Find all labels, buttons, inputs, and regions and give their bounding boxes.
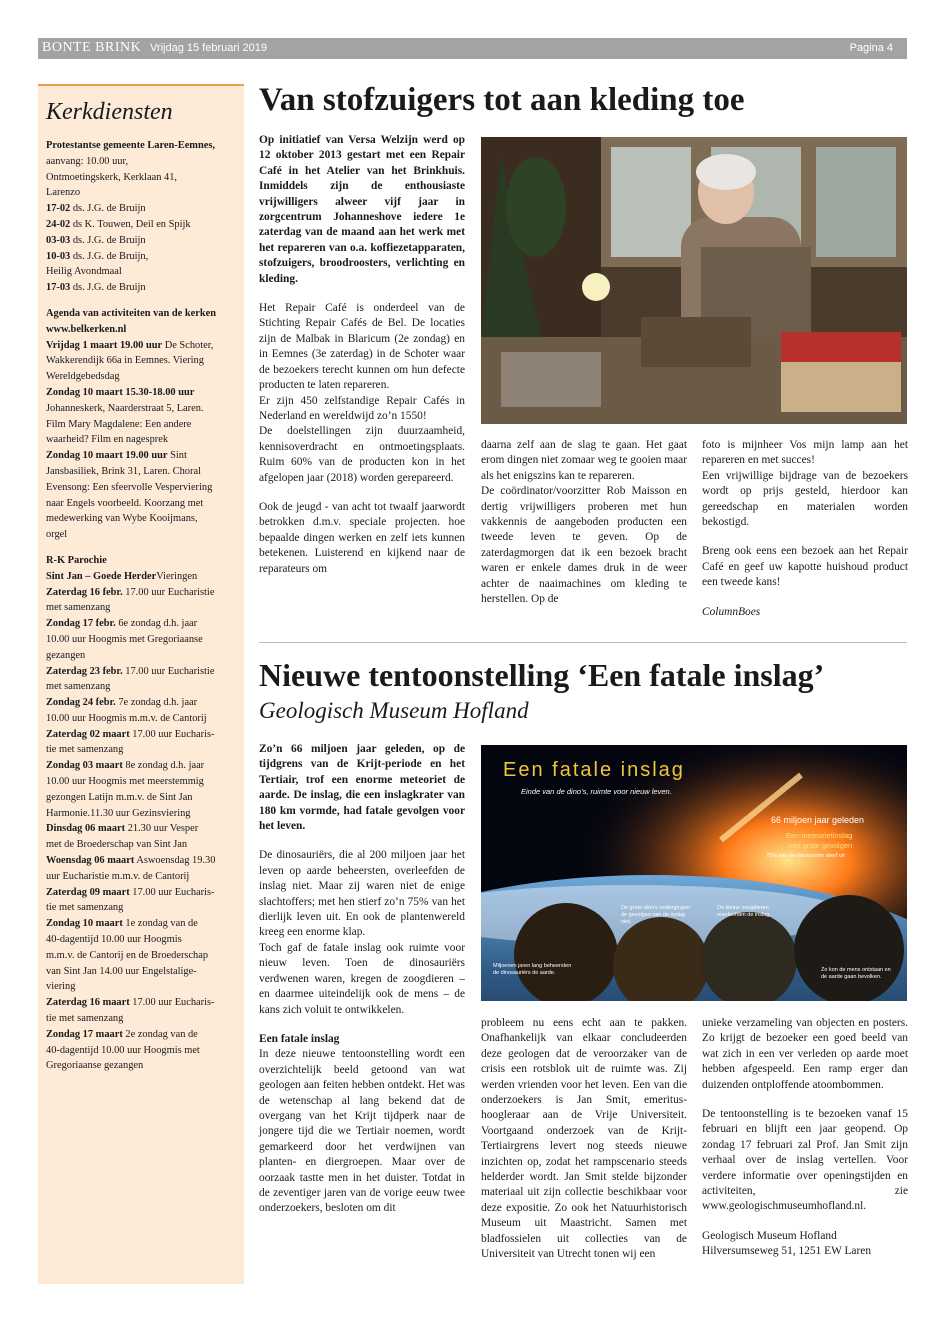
sidebar-line [46,758,236,774]
sidebar-line [46,964,236,980]
sidebar-line [46,353,236,369]
sidebar-line [46,1058,236,1074]
sidebar-line-text: Heilig Avondmaal [46,266,122,278]
sidebar-line [46,600,236,616]
poster-caption-4: Zo kon de mens ontstaan en de aarde gaan bevolken. [821,967,891,980]
sidebar-agenda-block [46,306,236,543]
sidebar-line [46,664,236,680]
article2-lead: Zo’n 66 miljoen jaar geleden, op de tijdgrens van de Krijt-periode en het Tertiair, trof een enorme meteoriet de aarde. De inslag, die een inslagkrater van 180 km vormde, had fatale gevolgen voor het leven. [259,743,465,833]
article2-col2 [481,1016,687,1263]
sidebar-line [46,932,236,948]
sidebar-line [46,432,236,448]
sidebar-line-bold: Zondag 24 febr. [46,697,116,709]
sidebar-line [46,632,236,648]
sidebar-line-text: 2e zondag van de [122,1028,198,1040]
poster-caption-2: De grote dino’s ondergingen de gevolgen van de inslag niet. [621,905,691,925]
article1-lead: Op initiatief van Versa Welzijn werd op 12 oktober 2013 gestart met een Repair Café in het Atelier van het Brinkhuis. Inmiddels zijn de enthousiaste vrijwilligers alweer vijf jaar in zorgcentrum Johanneshove iedere 1e zaterdag van de maand aan het werk met het repareren van o.a. koffiezetapparaten, stofzuigers, broodroosters, verlichting en kleding. [259,134,465,285]
sidebar-line [46,217,236,233]
sidebar-protestant-block [46,138,236,296]
sidebar-line [46,727,236,743]
sidebar-line-text: Harmonie.11.30 uur Gezinsviering [46,807,191,819]
sidebar-line-text: m.m.v. de Cantorij en de Broederschap [46,949,209,961]
sidebar-line-text: Vieringen [156,570,198,582]
sidebar-line-text: 17.00 uur Eucharis- [129,886,215,898]
poster-caption-1: Miljoenen jaren lang beheersten de dinosauriërs de aarde. [493,963,572,976]
sidebar-line-bold: Zondag 03 maart [46,760,123,772]
sidebar-line [46,885,236,901]
article1-col1 [259,133,465,577]
sidebar-line-text: Wereldgebedsdag [46,371,120,383]
sidebar-line [46,249,236,265]
sidebar-line-text: uur Eucharistie m.m.v. de Cantorij [46,870,190,882]
sidebar-line [46,464,236,480]
sidebar-line-bold: Sint Jan – Goede Herder [46,570,157,582]
article2-col3 [702,1016,908,1260]
sidebar-line-text: 7e zondag d.h. jaar [115,697,198,709]
sidebar-line [46,821,236,837]
sidebar-line-text: Wakkerendijk 66a in Eemnes. Viering [46,355,204,367]
repair-cafe-photo [481,137,907,424]
article1-col3 [702,438,908,620]
sidebar-line [46,496,236,512]
sidebar-line-bold: 24-02 [46,218,71,230]
article2-c3b: De tentoonstelling is te bezoeken vanaf 15 februari en blijft een jaar geopend. Op zondag 17 februari zal Prof. Jan Smit zijn verhaal over de inslag vertellen. Voor verdere informatie over openingstijden en activiteiten, zie www.geologischmuseumhofland.nl. [702,1108,908,1213]
sidebar-line [46,417,236,433]
sidebar-line [46,322,236,338]
sidebar-line-text: ds. J.G. de Bruijn [70,282,146,294]
sidebar-line [46,695,236,711]
sidebar-line-text: Aswoensdag 19.30 [134,855,216,867]
sidebar-line-text: Evensong: Een sfeervolle Vesperviering [46,481,213,493]
repair-man-image [481,137,907,424]
sidebar-line-text: met de Broederschap van Sint Jan [46,839,188,851]
article1-c3a: foto is mijnheer Vos mijn lamp aan het repareren en met succes! [702,439,908,467]
sidebar-line [46,869,236,885]
page-number: Pagina 4 [849,42,893,54]
sidebar-line-text: Larenzo [46,187,81,199]
sidebar-line-bold: Dinsdag 06 maart [46,823,126,835]
kerkdiensten-sidebar [38,84,244,1284]
sidebar-line-text: gezangen [46,649,86,661]
sidebar-line-text: tie met samenzang [46,902,124,914]
sidebar-line-bold: 17-03 [46,282,71,294]
sidebar-line [46,511,236,527]
sidebar-line [46,916,236,932]
article2-title: Nieuwe tentoonstelling ‘Een fatale inslag’ [259,657,825,693]
article1-c3b: Een vrijwillige bijdrage van de bezoekers wordt op prijs gesteld, hierdoor kan gereedschap en materialen worden bekostigd. [702,469,908,529]
sidebar-line-bold: Zaterdag 02 maart [46,728,130,740]
sidebar-line [46,527,236,543]
sidebar-line-text: ds K. Touwen, Deil en Spijk [70,218,191,230]
sidebar-line-bold: Zaterdag 16 febr. [46,586,123,598]
sidebar-line [46,569,236,585]
sidebar-line-bold: 10-03 [46,250,71,262]
article2-subhead: Een fatale inslag [259,1032,340,1045]
sidebar-line-bold: Woensdag 06 maart [46,855,135,867]
article1-p1: Het Repair Café is onderdeel van de Stichting Repair Cafés de Bel. De locaties zijn de Malbak in Blaricum (2e zondag) en in Eemnes (3e zaterdag) in de Schoter waar de bezoekers terecht kunnen om hun defecte producten te laten repareren. [259,302,465,392]
sidebar-line-text: 10.00 uur Hoogmis m.m.v. de Cantorij [46,712,207,724]
sidebar-line-text: 17.00 uur Eucharis- [129,728,215,740]
sidebar-line-text: orgel [46,529,68,541]
sidebar-line-bold: Zaterdag 23 febr. [46,665,123,677]
sidebar-rk-block [46,553,236,1074]
sidebar-line [46,616,236,632]
sidebar-line-bold: Zondag 10 maart 19.00 uur [46,450,168,462]
sidebar-line [46,233,236,249]
sidebar-line [46,385,236,401]
sidebar-line [46,553,236,569]
sidebar-line-text: De Schoter, [162,339,214,351]
article1-p3: De doelstellingen zijn duurzaamheid, kennisoverdracht en ontmoetingsplaats. Ruim 60% van de producten kon in het afgelopen jaar (2018) worden gerepareerd. [259,425,465,484]
sidebar-line [46,711,236,727]
sidebar-line-text: Gregoriaanse gezangen [46,1060,144,1072]
sidebar-line-bold: www.belkerken.nl [46,323,127,335]
sidebar-line-text: 1e zondag van de [122,918,198,930]
sidebar-line-text: 21.30 uur Vesper [125,823,199,835]
sidebar-line [46,280,236,296]
poster-caption-3: De kleine zoogdieren overleefden de inslag. [717,905,771,918]
sidebar-line-bold: Agenda van activiteiten van de kerken [46,307,216,319]
article1-title: Van stofzuigers tot aan kleding toe [259,82,745,118]
sidebar-line-text: 17.00 uur Eucharistie [122,586,215,598]
sidebar-line [46,306,236,322]
sidebar-line-text: 8e zondag d.h. jaar [122,760,205,772]
sidebar-line-text: ds. J.G. de Bruijn [70,203,146,215]
sidebar-line [46,995,236,1011]
article-divider [259,642,907,643]
sidebar-line [46,900,236,916]
sidebar-line-bold: Vrijdag 1 maart 19.00 uur [46,339,163,351]
article2-museum-address: Hilversumseweg 51, 1251 EW Laren [702,1245,872,1258]
sidebar-title: Kerkdiensten [46,99,173,125]
sidebar-line-text: ds. J.G. de Bruijn [70,234,146,246]
sidebar-line [46,154,236,170]
sidebar-line [46,448,236,464]
sidebar-line [46,1027,236,1043]
article2-museum-name: Geologisch Museum Hofland [702,1229,837,1242]
poster-tagline: Einde van de dino’s, ruimte voor nieuw leven. [521,787,672,796]
sidebar-line [46,979,236,995]
sidebar-line-text: Ontmoetingskerk, Kerklaan 41, [46,171,178,183]
sidebar-line [46,679,236,695]
sidebar-line-text: aanvang: 10.00 uur, [46,155,129,167]
sidebar-line [46,264,236,280]
brand-name: BONTE BRINK [42,40,142,55]
sidebar-line-text: 17.00 uur Eucharis- [129,997,215,1009]
sidebar-line-bold: Zondag 10 maart 15.30-18.00 uur [46,386,195,398]
sidebar-line [46,806,236,822]
poster-impact2: met grote gevolgen [788,841,853,850]
sidebar-line-bold: 17-02 [46,203,71,215]
sidebar-line [46,1043,236,1059]
sidebar-line-text: waarheid? Film en nagesprek [46,434,169,446]
issue-date: Vrijdag 15 februari 2019 [150,42,268,54]
sidebar-line-text: Sint [167,450,187,462]
sidebar-line-bold: Protestantse gemeente Laren-Eemnes, [46,140,215,151]
sidebar-line-text: tie met samenzang [46,744,124,756]
sidebar-line [46,185,236,201]
sidebar-line [46,138,236,154]
sidebar-line-text: viering [46,981,76,993]
sidebar-line-text: met samenzang [46,681,111,693]
sidebar-line-bold: R-K Parochie [46,554,107,566]
sidebar-line-text: 40-dagentijd 10.00 uur Hoogmis [46,934,182,946]
article2-p3: In deze nieuwe tentoonstelling wordt een overzichtelijk beeld getoond van wat geologen aan feiten hebben ontdekt. Het was de wetenschap al lang bekend dat de overgang van het Krijt tijdperk naar de jongere tijd die we Tertiair noemen, wordt gemarkeerd door het verdwijnen van planten- en diergroepen. Maar over de oorzaak tastte men in het duister. Totdat in de zeventiger jaren van de vorige eeuw twee onderzoekers, besloten om dit [259,1048,465,1215]
sidebar-line-text: ds. J.G. de Bruijn, [70,250,149,262]
sidebar-line-text: naar Engels voorbeeld. Koorzang met [46,497,204,509]
poster-impact1: Een meteorietinslag [786,831,853,840]
sidebar-line-bold: Zaterdag 09 maart [46,886,130,898]
poster-title: Een fatale inslag [503,759,685,781]
sidebar-line [46,837,236,853]
sidebar-line-text: 6e zondag d.h. jaar [115,618,198,630]
article2-p1: De dinosauriërs, die al 200 miljoen jaar het leven op aarde beheersten, overleefden de inslag niet. Maar zij waren niet de enige slachtoffers; met hen stierf zo’n 75% van het dierlijk leven uit. En ook de plantenwereld kreeg een enorme klap. [259,849,465,939]
article1-col2 [481,438,687,607]
article1-c2a: daarna zelf aan de slag te gaan. Het gaat erom dingen niet zomaar weg te gooien maar als het enigszins kan te repareren. [481,439,687,482]
page-header [38,38,907,59]
sidebar-line [46,853,236,869]
sidebar-line [46,790,236,806]
sidebar-line-text: medewerking van Wybe Kooijmans, [46,513,198,525]
sidebar-line-text: 10.00 uur Hoogmis met meerstemmig [46,776,204,788]
sidebar-line [46,1011,236,1027]
article1-p2: Er zijn 450 zelfstandige Repair Cafés in Nederland en wereldwijd zo’n 1550! [259,394,465,422]
sidebar-line [46,585,236,601]
sidebar-line-text: 40-dagentijd 10.00 uur Hoogmis met [46,1044,200,1056]
sidebar-line-text: Film Mary Magdalene: Een andere [46,418,192,430]
sidebar-line-text: 10.00 uur Hoogmis met Gregoriaanse [46,633,203,645]
sidebar-line-text: tie met samenzang [46,1013,124,1025]
sidebar-line-bold: Zaterdag 16 maart [46,997,130,1009]
sidebar-line-text: van Sint Jan 14.00 uur Engelstalige- [46,965,197,977]
sidebar-line [46,401,236,417]
sidebar-line [46,369,236,385]
sidebar-line-text: met samenzang [46,602,111,614]
exhibition-poster [481,745,907,1001]
sidebar-line-bold: Zondag 17 febr. [46,618,116,630]
sidebar-line-text: Johanneskerk, Naarderstraat 5, Laren. [46,402,204,414]
sidebar-line-bold: 03-03 [46,234,71,246]
sidebar-line-bold: Zondag 17 maart [46,1028,123,1040]
sidebar-line-text: Jansbasiliek, Brink 31, Laren. Choral [46,465,201,477]
article2-c3a: unieke verzameling van objecten en posters. Zo krijgt de bezoeker een goed beeld van wat zich in een ver verleden op aarde moet hebben afgespeeld. Een ramp erger dan duizenden ontploffende atoombommen. [702,1017,908,1091]
poster-extinct: 75% van de diersoorten stierf uit [766,853,845,859]
sidebar-line [46,742,236,758]
poster-years: 66 miljoen jaar geleden [771,815,865,825]
sidebar-line [46,170,236,186]
sidebar-line-text: 17.00 uur Eucharistie [122,665,215,677]
article2-p2: Toch gaf de fatale inslag ook ruimte voor nieuw leven. Toen de dinosauriërs verdwenen waren, kregen de zoogdieren – en daarmee uiteindelijk ook de mens – de kans zich voluit te ontwikkelen. [259,941,465,1016]
sidebar-line [46,948,236,964]
article1-p4: Ook de jeugd - van acht tot twaalf jaarwordt betrokken d.m.v. speciale projecten. hoe bepaalde dingen werken en zelf iets kunnen betekenen. Luisterend en kijkend naar de reparateurs om [259,500,465,575]
sidebar-line [46,338,236,354]
sidebar-line [46,480,236,496]
article1-c3c: Breng ook eens een bezoek aan het Repair Café en geef uw kapotte huishoud product een tweede kans! [702,545,908,589]
article2-c2: probleem nu eens echt aan te pakken. Onafhankelijk van elkaar concludeerden deze geologen dat de veroorzaker van de crisis een rotsblok uit de ruimte was. Zij werden vrienden voor het leven. Een van die onderzoekers is Jan Smit, emeritus-hoogleraar aan de Vrije Universiteit. Voortgaand onderzoek van de Krijt-Tertiairgrens levert nog steeds nieuwe inzichten op, zodat het rampscenario steeds helderder wordt. Jan Smit stelde bijzonder materiaal uit zijn collectie beschikbaar voor deze expositie. Zo ook het Natuurhistorisch Museum uit Maastricht. Samen met bladfossielen uit collecties van de Universiteit van Utrecht tonen wij een [481,1017,687,1261]
article2-subtitle: Geologisch Museum Hofland [259,698,529,723]
sidebar-line [46,648,236,664]
sidebar-line [46,201,236,217]
article2-col1 [259,742,465,1217]
article1-signature: ColumnBoes [702,605,761,618]
sidebar-line-text: gezongen Latijn m.m.v. de Sint Jan [46,791,193,803]
sidebar-line [46,774,236,790]
sidebar-line-bold: Zondag 10 maart [46,918,123,930]
article1-c2b: De coördinator/voorzitter Rob Maisson en dertig vrijwilligers proberen met hun vakkennis de aangeboden producten een tweede leven te geven. Op de zaterdagmorgen dat ik een bezoek bracht waren er enkele dames druk in de weer achter de naaimachines om kleding te herstellen. Op de [481,485,687,606]
